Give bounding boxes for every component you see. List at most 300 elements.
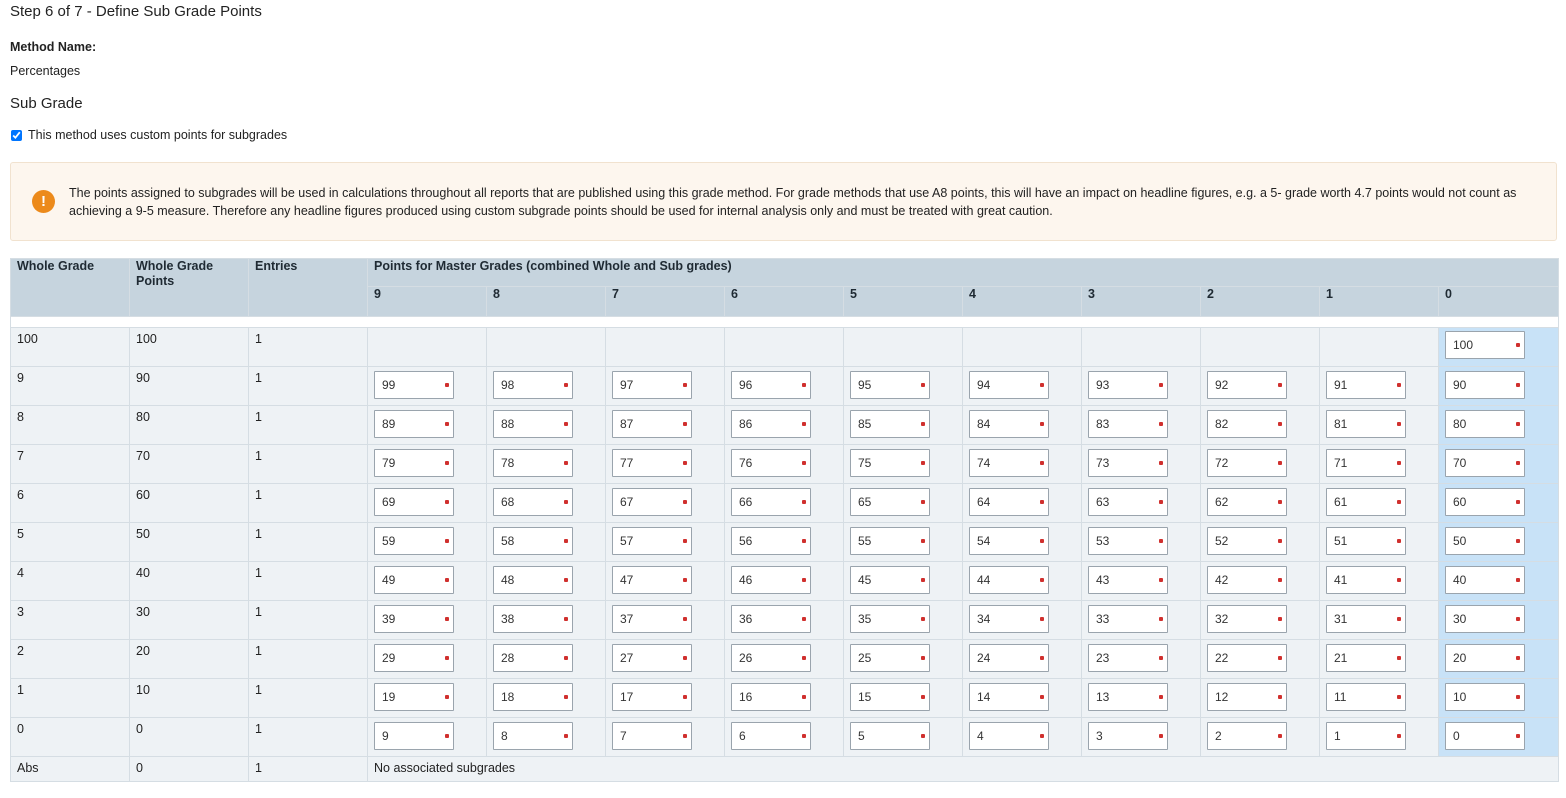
points-input[interactable]	[612, 722, 692, 750]
points-input[interactable]	[1445, 331, 1525, 359]
points-input[interactable]	[1088, 683, 1168, 711]
required-marker-icon	[1278, 734, 1282, 738]
points-input[interactable]	[1326, 410, 1406, 438]
points-input[interactable]	[850, 410, 930, 438]
table-row	[11, 523, 1559, 562]
required-marker-icon	[564, 578, 568, 582]
cell-subgrade-1	[1320, 718, 1439, 757]
points-input[interactable]	[493, 683, 573, 711]
cell-subgrade-5	[844, 367, 963, 406]
cell-points: 30	[130, 601, 249, 640]
cell-subgrade-6	[725, 640, 844, 679]
points-input[interactable]	[850, 644, 930, 672]
points-input[interactable]	[493, 566, 573, 594]
points-input[interactable]	[1088, 410, 1168, 438]
points-input[interactable]	[612, 527, 692, 555]
cell-points: 10	[130, 679, 249, 718]
required-marker-icon	[921, 578, 925, 582]
points-input-wrapper	[1445, 449, 1525, 477]
cell-subgrade-1	[1320, 406, 1439, 445]
table-row	[11, 679, 1559, 718]
points-input[interactable]	[493, 605, 573, 633]
header-whole-grade: Whole Grade	[11, 259, 130, 317]
cell-subgrade-5	[844, 718, 963, 757]
points-input[interactable]	[1207, 605, 1287, 633]
points-input[interactable]	[1326, 449, 1406, 477]
cell-subgrade-2	[1201, 562, 1320, 601]
cell-subgrade-0	[1439, 484, 1559, 523]
required-marker-icon	[1278, 422, 1282, 426]
points-input[interactable]	[493, 449, 573, 477]
cell-grade: 100	[11, 328, 130, 367]
points-input[interactable]	[1445, 371, 1525, 399]
points-input-wrapper	[374, 605, 454, 633]
points-input-wrapper	[1326, 527, 1406, 555]
cell-grade: 6	[11, 484, 130, 523]
points-input-wrapper	[731, 566, 811, 594]
points-input[interactable]	[969, 371, 1049, 399]
cell-entries: 1	[249, 640, 368, 679]
points-input-wrapper	[731, 644, 811, 672]
points-input[interactable]	[1207, 566, 1287, 594]
table-row-abs	[11, 757, 1559, 782]
points-input-wrapper	[1207, 527, 1287, 555]
points-input[interactable]	[850, 566, 930, 594]
cell-subgrade-6	[725, 679, 844, 718]
required-marker-icon	[1278, 578, 1282, 582]
points-input[interactable]	[1207, 683, 1287, 711]
points-input[interactable]	[374, 605, 454, 633]
required-marker-icon	[1397, 461, 1401, 465]
points-input[interactable]	[1088, 371, 1168, 399]
required-marker-icon	[564, 734, 568, 738]
header-subgrade-5: 5	[844, 287, 963, 317]
points-input[interactable]	[1088, 527, 1168, 555]
points-input[interactable]	[493, 410, 573, 438]
points-input[interactable]	[1445, 449, 1525, 477]
cell-grade: 9	[11, 367, 130, 406]
points-input[interactable]	[1445, 605, 1525, 633]
points-input-wrapper	[1088, 605, 1168, 633]
points-input[interactable]	[1326, 605, 1406, 633]
points-input[interactable]	[1088, 644, 1168, 672]
required-marker-icon	[445, 461, 449, 465]
points-input[interactable]	[850, 488, 930, 516]
cell-subgrade-9	[368, 406, 487, 445]
cell-subgrade-7	[606, 562, 725, 601]
points-input[interactable]	[731, 605, 811, 633]
cell-grade: 0	[11, 718, 130, 757]
required-marker-icon	[1397, 617, 1401, 621]
cell-subgrade-2	[1201, 523, 1320, 562]
required-marker-icon	[802, 461, 806, 465]
cell-subgrade-2	[1201, 445, 1320, 484]
points-input-wrapper	[374, 566, 454, 594]
cell-entries: 1	[249, 718, 368, 757]
points-input[interactable]	[731, 527, 811, 555]
points-input[interactable]	[1207, 722, 1287, 750]
cell-points: 0	[130, 718, 249, 757]
points-input[interactable]	[1207, 410, 1287, 438]
points-input-wrapper	[1207, 644, 1287, 672]
points-input-wrapper	[1445, 488, 1525, 516]
cell-subgrade-8	[487, 406, 606, 445]
points-input[interactable]	[1207, 371, 1287, 399]
required-marker-icon	[1159, 383, 1163, 387]
points-input-wrapper	[731, 683, 811, 711]
required-marker-icon	[1159, 500, 1163, 504]
points-input-wrapper	[1088, 488, 1168, 516]
cell-subgrade-4	[963, 601, 1082, 640]
points-input-wrapper	[1207, 488, 1287, 516]
cell-subgrade-7	[606, 367, 725, 406]
required-marker-icon	[1397, 578, 1401, 582]
points-input-wrapper	[850, 722, 930, 750]
cell-subgrade-1	[1320, 601, 1439, 640]
points-input-wrapper	[612, 683, 692, 711]
points-input[interactable]	[612, 371, 692, 399]
points-input[interactable]	[493, 722, 573, 750]
points-input[interactable]	[1445, 566, 1525, 594]
points-input-wrapper	[612, 449, 692, 477]
warning-text: The points assigned to subgrades will be used in calculations throughout all reports that are published using this grade method. For grade methods that use A8 points, this will have an impact on headline figures, e.g. a 5- grade worth 4.7 points would not count as achieving a 9-5 measure. Therefore any headline figures produced using custom subgrade points should be used for internal analysis only and must be treated with great caution.	[69, 186, 1517, 218]
points-input[interactable]	[1088, 449, 1168, 477]
cell-subgrade-8	[487, 328, 606, 367]
points-input-wrapper	[1207, 683, 1287, 711]
points-input[interactable]	[1088, 488, 1168, 516]
points-input-wrapper	[374, 488, 454, 516]
points-input-wrapper	[1088, 371, 1168, 399]
cell-subgrade-4	[963, 367, 1082, 406]
required-marker-icon	[1040, 578, 1044, 582]
points-input[interactable]	[612, 644, 692, 672]
cell-subgrade-3	[1082, 562, 1201, 601]
points-input-wrapper	[1207, 566, 1287, 594]
header-subgrade-9: 9	[368, 287, 487, 317]
required-marker-icon	[683, 383, 687, 387]
required-marker-icon	[564, 695, 568, 699]
required-marker-icon	[1040, 383, 1044, 387]
points-input[interactable]	[1088, 722, 1168, 750]
table-row	[11, 328, 1559, 367]
cell-subgrade-3	[1082, 601, 1201, 640]
points-input[interactable]	[969, 644, 1049, 672]
required-marker-icon	[802, 422, 806, 426]
required-marker-icon	[1397, 695, 1401, 699]
cell-subgrade-8	[487, 679, 606, 718]
cell-subgrade-8	[487, 718, 606, 757]
points-input[interactable]	[1445, 644, 1525, 672]
custom-points-checkbox[interactable]	[11, 130, 22, 141]
cell-subgrade-0	[1439, 601, 1559, 640]
points-input[interactable]	[1207, 449, 1287, 477]
points-input[interactable]	[1088, 566, 1168, 594]
points-input-wrapper	[612, 488, 692, 516]
required-marker-icon	[445, 383, 449, 387]
cell-subgrade-4	[963, 640, 1082, 679]
cell-entries: 1	[249, 367, 368, 406]
required-marker-icon	[564, 383, 568, 387]
cell-grade: 7	[11, 445, 130, 484]
cell-entries: 1	[249, 445, 368, 484]
cell-points: 80	[130, 406, 249, 445]
points-input-wrapper	[612, 566, 692, 594]
points-input-wrapper	[374, 527, 454, 555]
points-input[interactable]	[1326, 722, 1406, 750]
required-marker-icon	[1278, 656, 1282, 660]
points-input[interactable]	[969, 683, 1049, 711]
points-input[interactable]	[731, 722, 811, 750]
required-marker-icon	[1516, 539, 1520, 543]
points-input[interactable]	[1326, 488, 1406, 516]
required-marker-icon	[445, 617, 449, 621]
cell-entries: 1	[249, 757, 368, 782]
points-input-wrapper	[493, 566, 573, 594]
points-input[interactable]	[969, 410, 1049, 438]
required-marker-icon	[1397, 500, 1401, 504]
points-input-wrapper	[850, 449, 930, 477]
points-input[interactable]	[1207, 527, 1287, 555]
required-marker-icon	[445, 578, 449, 582]
cell-subgrade-0	[1439, 523, 1559, 562]
header-subgrade-0: 0	[1439, 287, 1559, 317]
points-input[interactable]	[493, 644, 573, 672]
required-marker-icon	[683, 539, 687, 543]
points-input[interactable]	[969, 488, 1049, 516]
points-input-wrapper	[969, 488, 1049, 516]
points-input[interactable]	[850, 605, 930, 633]
cell-subgrade-9	[368, 601, 487, 640]
points-input[interactable]	[1445, 683, 1525, 711]
required-marker-icon	[683, 734, 687, 738]
cell-subgrade-4	[963, 523, 1082, 562]
points-input[interactable]	[374, 371, 454, 399]
cell-subgrade-1	[1320, 445, 1439, 484]
points-input[interactable]	[493, 371, 573, 399]
required-marker-icon	[564, 617, 568, 621]
cell-subgrade-1	[1320, 484, 1439, 523]
points-input-wrapper	[493, 605, 573, 633]
required-marker-icon	[802, 578, 806, 582]
points-input[interactable]	[969, 566, 1049, 594]
points-input[interactable]	[850, 371, 930, 399]
points-input[interactable]	[731, 683, 811, 711]
cell-entries: 1	[249, 601, 368, 640]
points-input[interactable]	[374, 566, 454, 594]
cell-subgrade-1	[1320, 640, 1439, 679]
points-input-wrapper	[1088, 722, 1168, 750]
cell-subgrade-2	[1201, 679, 1320, 718]
required-marker-icon	[1516, 695, 1520, 699]
required-marker-icon	[1397, 656, 1401, 660]
custom-points-option[interactable]	[10, 128, 287, 142]
points-input[interactable]	[1445, 410, 1525, 438]
cell-subgrade-6	[725, 484, 844, 523]
points-input[interactable]	[1445, 527, 1525, 555]
cell-subgrade-2	[1201, 718, 1320, 757]
points-input-wrapper	[493, 410, 573, 438]
cell-subgrade-7	[606, 679, 725, 718]
points-input[interactable]	[1326, 644, 1406, 672]
points-input[interactable]	[612, 683, 692, 711]
required-marker-icon	[921, 656, 925, 660]
required-marker-icon	[802, 539, 806, 543]
points-input[interactable]	[1326, 527, 1406, 555]
points-input[interactable]	[850, 722, 930, 750]
points-input[interactable]	[612, 488, 692, 516]
points-input[interactable]	[493, 488, 573, 516]
points-input-wrapper	[1445, 683, 1525, 711]
required-marker-icon	[445, 695, 449, 699]
points-input[interactable]	[1326, 683, 1406, 711]
required-marker-icon	[921, 539, 925, 543]
required-marker-icon	[445, 734, 449, 738]
required-marker-icon	[445, 500, 449, 504]
points-input[interactable]	[850, 449, 930, 477]
points-input-wrapper	[1088, 683, 1168, 711]
points-input-wrapper	[1207, 605, 1287, 633]
required-marker-icon	[1159, 461, 1163, 465]
points-input-wrapper	[969, 644, 1049, 672]
points-input[interactable]	[1445, 722, 1525, 750]
required-marker-icon	[1159, 539, 1163, 543]
points-input[interactable]	[731, 371, 811, 399]
points-input[interactable]	[1207, 644, 1287, 672]
points-input[interactable]	[731, 488, 811, 516]
points-input-wrapper	[493, 371, 573, 399]
points-input[interactable]	[731, 449, 811, 477]
points-input[interactable]	[612, 605, 692, 633]
points-input-wrapper	[374, 722, 454, 750]
cell-subgrade-8	[487, 601, 606, 640]
header-subgrade-7: 7	[606, 287, 725, 317]
required-marker-icon	[1040, 617, 1044, 621]
points-input[interactable]	[969, 527, 1049, 555]
points-input[interactable]	[731, 410, 811, 438]
header-whole-grade-points: Whole Grade Points	[130, 259, 249, 317]
points-input-wrapper	[1326, 566, 1406, 594]
table-row	[11, 445, 1559, 484]
cell-points: 0	[130, 757, 249, 782]
points-input[interactable]	[612, 566, 692, 594]
points-input[interactable]	[374, 488, 454, 516]
header-subgrade-2: 2	[1201, 287, 1320, 317]
points-input[interactable]	[1207, 488, 1287, 516]
points-input[interactable]	[1326, 566, 1406, 594]
cell-subgrade-9	[368, 562, 487, 601]
required-marker-icon	[1516, 734, 1520, 738]
step-title: Step 6 of 7 - Define Sub Grade Points	[10, 3, 262, 20]
required-marker-icon	[1516, 422, 1520, 426]
points-input[interactable]	[374, 683, 454, 711]
points-input[interactable]	[374, 410, 454, 438]
cell-subgrade-5	[844, 679, 963, 718]
cell-subgrade-8	[487, 562, 606, 601]
points-input-wrapper	[612, 605, 692, 633]
cell-subgrade-5	[844, 601, 963, 640]
points-input[interactable]	[612, 449, 692, 477]
cell-subgrade-3	[1082, 445, 1201, 484]
points-input-wrapper	[493, 527, 573, 555]
cell-subgrade-2	[1201, 640, 1320, 679]
points-input-wrapper	[850, 605, 930, 633]
cell-subgrade-1	[1320, 367, 1439, 406]
cell-subgrade-6	[725, 406, 844, 445]
points-input[interactable]	[1445, 488, 1525, 516]
required-marker-icon	[683, 461, 687, 465]
header-points-for-master-grades: Points for Master Grades (combined Whole and Sub grades)	[368, 259, 1559, 287]
table-row	[11, 562, 1559, 601]
points-input-wrapper	[1445, 410, 1525, 438]
points-input-wrapper	[1088, 449, 1168, 477]
header-subgrade-6: 6	[725, 287, 844, 317]
points-input[interactable]	[969, 722, 1049, 750]
points-input[interactable]	[612, 410, 692, 438]
required-marker-icon	[921, 461, 925, 465]
points-input-wrapper	[969, 566, 1049, 594]
points-input-wrapper	[731, 449, 811, 477]
points-input-wrapper	[731, 410, 811, 438]
points-input-wrapper	[969, 683, 1049, 711]
required-marker-icon	[1278, 617, 1282, 621]
points-input[interactable]	[1326, 371, 1406, 399]
cell-subgrade-5	[844, 640, 963, 679]
cell-subgrade-4	[963, 445, 1082, 484]
points-input-wrapper	[612, 371, 692, 399]
points-input[interactable]	[969, 605, 1049, 633]
required-marker-icon	[683, 500, 687, 504]
points-input-wrapper	[731, 488, 811, 516]
points-input-wrapper	[1326, 449, 1406, 477]
points-input-wrapper	[850, 683, 930, 711]
points-input[interactable]	[374, 449, 454, 477]
points-input[interactable]	[374, 722, 454, 750]
method-name-value: Percentages	[10, 64, 81, 78]
cell-subgrade-2	[1201, 406, 1320, 445]
points-input[interactable]	[850, 683, 930, 711]
required-marker-icon	[802, 617, 806, 621]
cell-subgrade-9	[368, 640, 487, 679]
points-input[interactable]	[1088, 605, 1168, 633]
no-subgrades-note: No associated subgrades	[368, 757, 1559, 782]
cell-subgrade-5	[844, 445, 963, 484]
required-marker-icon	[564, 539, 568, 543]
points-input-wrapper	[969, 605, 1049, 633]
points-input-wrapper	[374, 449, 454, 477]
required-marker-icon	[921, 422, 925, 426]
points-input[interactable]	[969, 449, 1049, 477]
points-input[interactable]	[374, 527, 454, 555]
cell-subgrade-7	[606, 484, 725, 523]
points-input[interactable]	[731, 644, 811, 672]
cell-subgrade-6	[725, 523, 844, 562]
cell-grade: Abs	[11, 757, 130, 782]
cell-subgrade-9	[368, 679, 487, 718]
subgrade-points-table	[10, 258, 1559, 782]
points-input-wrapper	[1207, 371, 1287, 399]
cell-entries: 1	[249, 562, 368, 601]
cell-subgrade-2	[1201, 484, 1320, 523]
points-input[interactable]	[850, 527, 930, 555]
required-marker-icon	[1159, 578, 1163, 582]
header-subgrade-4: 4	[963, 287, 1082, 317]
required-marker-icon	[1040, 734, 1044, 738]
points-input[interactable]	[493, 527, 573, 555]
points-input[interactable]	[731, 566, 811, 594]
required-marker-icon	[1040, 500, 1044, 504]
points-input[interactable]	[374, 644, 454, 672]
points-input-wrapper	[1088, 410, 1168, 438]
